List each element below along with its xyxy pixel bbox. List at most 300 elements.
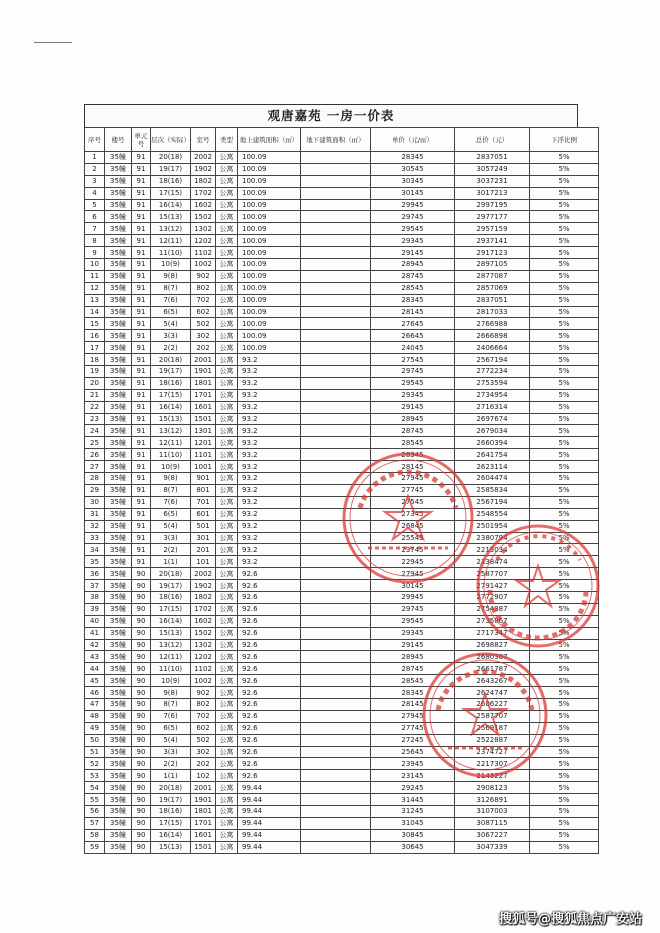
cell-total-price: 2897105 xyxy=(455,259,530,271)
cell-underground-area xyxy=(301,413,371,425)
cell-building: 35幢 xyxy=(105,568,132,580)
seal-stamp-icon xyxy=(472,520,604,652)
cell-unit: 91 xyxy=(132,259,151,271)
top-margin-line xyxy=(34,42,72,43)
cell-above-ground-area: 100.09 xyxy=(238,175,301,187)
cell-discount-ratio: 5% xyxy=(530,722,599,734)
table-row xyxy=(85,342,599,354)
cell-total-price: 2567194 xyxy=(455,496,530,508)
cell-discount-ratio: 5% xyxy=(530,591,599,603)
cell-building: 35幢 xyxy=(105,449,132,461)
cell-building: 35幢 xyxy=(105,270,132,282)
cell-unit: 91 xyxy=(132,354,151,366)
cell-underground-area xyxy=(301,389,371,401)
cell-floor: 16(14) xyxy=(151,401,191,413)
cell-unit: 91 xyxy=(132,437,151,449)
cell-above-ground-area: 100.09 xyxy=(238,223,301,235)
table-row xyxy=(85,294,599,306)
cell-type: 公寓 xyxy=(216,199,238,211)
cell-type: 公寓 xyxy=(216,318,238,330)
cell-total-price: 3057249 xyxy=(455,163,530,175)
cell-unit: 90 xyxy=(132,770,151,782)
cell-building: 35幢 xyxy=(105,294,132,306)
table-row xyxy=(85,829,599,841)
cell-above-ground-area: 93.2 xyxy=(238,556,301,568)
cell-index: 35 xyxy=(85,556,105,568)
cell-underground-area xyxy=(301,794,371,806)
cell-unit: 90 xyxy=(132,710,151,722)
cell-building: 35幢 xyxy=(105,627,132,639)
cell-building: 35幢 xyxy=(105,187,132,199)
cell-index: 6 xyxy=(85,211,105,223)
cell-building: 35幢 xyxy=(105,401,132,413)
cell-underground-area xyxy=(301,603,371,615)
cell-total-price: 2501954 xyxy=(455,520,530,532)
cell-type: 公寓 xyxy=(216,187,238,199)
cell-unit-price: 29745 xyxy=(371,603,455,615)
cell-discount-ratio: 5% xyxy=(530,401,599,413)
cell-discount-ratio: 5% xyxy=(530,734,599,746)
cell-total-price: 2817033 xyxy=(455,306,530,318)
cell-unit-price: 31245 xyxy=(371,805,455,817)
cell-room: 701 xyxy=(191,496,216,508)
header-building: 楼号 xyxy=(105,128,132,152)
cell-unit-price: 28945 xyxy=(371,651,455,663)
cell-discount-ratio: 5% xyxy=(530,675,599,687)
cell-above-ground-area: 92.6 xyxy=(238,698,301,710)
cell-total-price: 2791427 xyxy=(455,580,530,592)
cell-building: 35幢 xyxy=(105,841,132,853)
cell-room: 1002 xyxy=(191,675,216,687)
cell-room: 1102 xyxy=(191,247,216,259)
cell-discount-ratio: 5% xyxy=(530,259,599,271)
cell-type: 公寓 xyxy=(216,342,238,354)
cell-unit: 91 xyxy=(132,532,151,544)
cell-underground-area xyxy=(301,675,371,687)
cell-room: 1102 xyxy=(191,663,216,675)
table-row xyxy=(85,199,599,211)
cell-underground-area xyxy=(301,841,371,853)
cell-discount-ratio: 5% xyxy=(530,318,599,330)
cell-unit: 90 xyxy=(132,782,151,794)
cell-discount-ratio: 5% xyxy=(530,746,599,758)
cell-above-ground-area: 99.44 xyxy=(238,782,301,794)
cell-underground-area xyxy=(301,211,371,223)
table-row xyxy=(85,354,599,366)
cell-total-price: 2666898 xyxy=(455,330,530,342)
cell-unit-price: 28145 xyxy=(371,461,455,473)
cell-underground-area xyxy=(301,199,371,211)
cell-unit: 90 xyxy=(132,805,151,817)
cell-underground-area xyxy=(301,401,371,413)
cell-type: 公寓 xyxy=(216,413,238,425)
cell-unit-price: 27945 xyxy=(371,568,455,580)
cell-unit-price: 31045 xyxy=(371,817,455,829)
cell-type: 公寓 xyxy=(216,817,238,829)
cell-index: 38 xyxy=(85,591,105,603)
cell-index: 40 xyxy=(85,615,105,627)
cell-discount-ratio: 5% xyxy=(530,841,599,853)
cell-room: 1601 xyxy=(191,829,216,841)
cell-index: 11 xyxy=(85,270,105,282)
cell-type: 公寓 xyxy=(216,425,238,437)
table-header-row xyxy=(85,128,599,152)
cell-discount-ratio: 5% xyxy=(530,354,599,366)
cell-floor: 11(10) xyxy=(151,247,191,259)
seal-stamp-icon xyxy=(338,448,478,588)
cell-building: 35幢 xyxy=(105,377,132,389)
cell-room: 302 xyxy=(191,330,216,342)
cell-unit-price: 29945 xyxy=(371,591,455,603)
cell-floor: 1(1) xyxy=(151,556,191,568)
cell-unit: 90 xyxy=(132,722,151,734)
cell-total-price: 2143227 xyxy=(455,770,530,782)
cell-total-price: 2716314 xyxy=(455,401,530,413)
cell-unit-price: 25545 xyxy=(371,532,455,544)
cell-unit: 90 xyxy=(132,675,151,687)
cell-unit-price: 28545 xyxy=(371,282,455,294)
cell-room: 1202 xyxy=(191,235,216,247)
cell-total-price: 2917123 xyxy=(455,247,530,259)
cell-unit: 91 xyxy=(132,199,151,211)
cell-building: 35幢 xyxy=(105,437,132,449)
cell-type: 公寓 xyxy=(216,473,238,485)
cell-unit: 91 xyxy=(132,508,151,520)
cell-total-price: 2623114 xyxy=(455,461,530,473)
cell-index: 31 xyxy=(85,508,105,520)
cell-underground-area xyxy=(301,639,371,651)
cell-building: 35幢 xyxy=(105,342,132,354)
cell-total-price: 3126891 xyxy=(455,794,530,806)
cell-index: 33 xyxy=(85,532,105,544)
cell-floor: 11(10) xyxy=(151,663,191,675)
cell-building: 35幢 xyxy=(105,413,132,425)
cell-above-ground-area: 92.6 xyxy=(238,639,301,651)
cell-unit: 91 xyxy=(132,473,151,485)
cell-underground-area xyxy=(301,698,371,710)
table-row xyxy=(85,377,599,389)
cell-underground-area xyxy=(301,366,371,378)
cell-above-ground-area: 93.2 xyxy=(238,354,301,366)
cell-index: 27 xyxy=(85,461,105,473)
cell-total-price: 2567194 xyxy=(455,354,530,366)
cell-building: 35幢 xyxy=(105,330,132,342)
cell-above-ground-area: 92.6 xyxy=(238,615,301,627)
cell-total-price: 3047339 xyxy=(455,841,530,853)
cell-index: 29 xyxy=(85,484,105,496)
cell-floor: 15(13) xyxy=(151,211,191,223)
cell-building: 35幢 xyxy=(105,389,132,401)
cell-underground-area xyxy=(301,270,371,282)
cell-unit: 91 xyxy=(132,163,151,175)
cell-unit: 91 xyxy=(132,425,151,437)
cell-type: 公寓 xyxy=(216,163,238,175)
cell-above-ground-area: 93.2 xyxy=(238,484,301,496)
cell-unit-price: 29145 xyxy=(371,639,455,651)
cell-above-ground-area: 99.44 xyxy=(238,829,301,841)
cell-unit: 90 xyxy=(132,615,151,627)
cell-above-ground-area: 100.09 xyxy=(238,306,301,318)
cell-unit-price: 23945 xyxy=(371,758,455,770)
cell-total-price: 3017213 xyxy=(455,187,530,199)
cell-above-ground-area: 93.2 xyxy=(238,496,301,508)
cell-discount-ratio: 5% xyxy=(530,532,599,544)
cell-index: 41 xyxy=(85,627,105,639)
table-row xyxy=(85,270,599,282)
cell-index: 18 xyxy=(85,354,105,366)
cell-building: 35幢 xyxy=(105,591,132,603)
cell-discount-ratio: 5% xyxy=(530,199,599,211)
cell-unit: 90 xyxy=(132,841,151,853)
header-room: 室号 xyxy=(191,128,216,152)
cell-unit: 91 xyxy=(132,496,151,508)
cell-discount-ratio: 5% xyxy=(530,223,599,235)
cell-building: 35幢 xyxy=(105,687,132,699)
cell-building: 35幢 xyxy=(105,354,132,366)
cell-discount-ratio: 5% xyxy=(530,615,599,627)
cell-index: 32 xyxy=(85,520,105,532)
cell-room: 502 xyxy=(191,734,216,746)
cell-underground-area xyxy=(301,330,371,342)
cell-index: 43 xyxy=(85,651,105,663)
cell-type: 公寓 xyxy=(216,615,238,627)
cell-above-ground-area: 93.2 xyxy=(238,461,301,473)
cell-total-price: 2734954 xyxy=(455,389,530,401)
cell-above-ground-area: 100.09 xyxy=(238,270,301,282)
cell-unit-price: 29545 xyxy=(371,223,455,235)
cell-type: 公寓 xyxy=(216,449,238,461)
cell-building: 35幢 xyxy=(105,247,132,259)
cell-unit-price: 29545 xyxy=(371,615,455,627)
cell-unit: 91 xyxy=(132,461,151,473)
cell-underground-area xyxy=(301,722,371,734)
table-row xyxy=(85,841,599,853)
cell-room: 702 xyxy=(191,294,216,306)
cell-discount-ratio: 5% xyxy=(530,603,599,615)
cell-above-ground-area: 100.09 xyxy=(238,247,301,259)
cell-floor: 12(11) xyxy=(151,235,191,247)
cell-unit-price: 24045 xyxy=(371,342,455,354)
cell-room: 301 xyxy=(191,532,216,544)
page-title: 观唐嘉苑 一房一价表 xyxy=(84,104,578,127)
cell-unit: 91 xyxy=(132,223,151,235)
cell-room: 101 xyxy=(191,556,216,568)
cell-room: 702 xyxy=(191,710,216,722)
cell-unit-price: 28745 xyxy=(371,425,455,437)
cell-room: 1501 xyxy=(191,413,216,425)
cell-floor: 17(15) xyxy=(151,817,191,829)
cell-floor: 15(13) xyxy=(151,841,191,853)
cell-room: 201 xyxy=(191,544,216,556)
table-row xyxy=(85,163,599,175)
cell-above-ground-area: 92.6 xyxy=(238,687,301,699)
cell-unit-price: 29345 xyxy=(371,627,455,639)
cell-floor: 11(10) xyxy=(151,449,191,461)
cell-index: 21 xyxy=(85,389,105,401)
cell-total-price: 2937141 xyxy=(455,235,530,247)
cell-floor: 18(16) xyxy=(151,377,191,389)
cell-above-ground-area: 99.44 xyxy=(238,841,301,853)
cell-unit-price: 29545 xyxy=(371,377,455,389)
cell-discount-ratio: 5% xyxy=(530,175,599,187)
cell-building: 35幢 xyxy=(105,746,132,758)
header-type: 类型 xyxy=(216,128,238,152)
cell-unit-price: 28345 xyxy=(371,687,455,699)
cell-index: 39 xyxy=(85,603,105,615)
cell-index: 28 xyxy=(85,473,105,485)
cell-floor: 15(13) xyxy=(151,627,191,639)
cell-room: 1701 xyxy=(191,389,216,401)
cell-total-price: 2679034 xyxy=(455,425,530,437)
cell-floor: 6(5) xyxy=(151,508,191,520)
cell-room: 102 xyxy=(191,770,216,782)
cell-building: 35幢 xyxy=(105,556,132,568)
table-row xyxy=(85,401,599,413)
cell-total-price: 2735867 xyxy=(455,615,530,627)
cell-above-ground-area: 100.09 xyxy=(238,330,301,342)
cell-unit-price: 28945 xyxy=(371,259,455,271)
cell-type: 公寓 xyxy=(216,484,238,496)
cell-unit: 90 xyxy=(132,746,151,758)
cell-unit: 91 xyxy=(132,211,151,223)
cell-building: 35幢 xyxy=(105,794,132,806)
cell-underground-area xyxy=(301,805,371,817)
cell-room: 2001 xyxy=(191,354,216,366)
cell-index: 5 xyxy=(85,199,105,211)
cell-unit-price: 29345 xyxy=(371,389,455,401)
cell-building: 35幢 xyxy=(105,306,132,318)
cell-unit-price: 29745 xyxy=(371,211,455,223)
cell-room: 602 xyxy=(191,722,216,734)
cell-index: 34 xyxy=(85,544,105,556)
cell-above-ground-area: 93.2 xyxy=(238,544,301,556)
cell-unit: 91 xyxy=(132,520,151,532)
cell-discount-ratio: 5% xyxy=(530,568,599,580)
cell-underground-area xyxy=(301,663,371,675)
cell-building: 35幢 xyxy=(105,199,132,211)
cell-index: 51 xyxy=(85,746,105,758)
cell-total-price: 2374727 xyxy=(455,746,530,758)
cell-room: 1802 xyxy=(191,591,216,603)
cell-type: 公寓 xyxy=(216,508,238,520)
cell-room: 1902 xyxy=(191,580,216,592)
cell-underground-area xyxy=(301,829,371,841)
cell-room: 801 xyxy=(191,484,216,496)
cell-unit-price: 28345 xyxy=(371,449,455,461)
cell-underground-area xyxy=(301,354,371,366)
cell-discount-ratio: 5% xyxy=(530,461,599,473)
cell-type: 公寓 xyxy=(216,794,238,806)
cell-floor: 2(2) xyxy=(151,342,191,354)
cell-above-ground-area: 99.44 xyxy=(238,805,301,817)
cell-floor: 5(4) xyxy=(151,734,191,746)
cell-unit: 90 xyxy=(132,568,151,580)
cell-room: 1301 xyxy=(191,425,216,437)
cell-unit: 91 xyxy=(132,330,151,342)
cell-unit: 90 xyxy=(132,639,151,651)
cell-unit: 91 xyxy=(132,377,151,389)
cell-floor: 12(11) xyxy=(151,651,191,663)
cell-floor: 5(4) xyxy=(151,520,191,532)
cell-index: 24 xyxy=(85,425,105,437)
cell-index: 46 xyxy=(85,687,105,699)
cell-above-ground-area: 92.6 xyxy=(238,770,301,782)
cell-above-ground-area: 92.6 xyxy=(238,710,301,722)
cell-floor: 20(18) xyxy=(151,152,191,164)
cell-unit: 90 xyxy=(132,603,151,615)
cell-total-price: 2837051 xyxy=(455,152,530,164)
cell-total-price: 2548554 xyxy=(455,508,530,520)
header-unit: 单元号 xyxy=(132,128,151,152)
cell-room: 1702 xyxy=(191,187,216,199)
cell-floor: 2(2) xyxy=(151,758,191,770)
cell-underground-area xyxy=(301,425,371,437)
cell-room: 202 xyxy=(191,342,216,354)
cell-underground-area xyxy=(301,817,371,829)
cell-underground-area xyxy=(301,591,371,603)
cell-total-price: 2138474 xyxy=(455,556,530,568)
cell-unit-price: 29145 xyxy=(371,401,455,413)
cell-room: 502 xyxy=(191,318,216,330)
cell-type: 公寓 xyxy=(216,591,238,603)
cell-index: 26 xyxy=(85,449,105,461)
cell-building: 35幢 xyxy=(105,282,132,294)
cell-above-ground-area: 92.6 xyxy=(238,758,301,770)
cell-index: 53 xyxy=(85,770,105,782)
cell-unit-price: 30145 xyxy=(371,187,455,199)
cell-index: 13 xyxy=(85,294,105,306)
cell-discount-ratio: 5% xyxy=(530,437,599,449)
cell-discount-ratio: 5% xyxy=(530,389,599,401)
cell-discount-ratio: 5% xyxy=(530,484,599,496)
cell-underground-area xyxy=(301,318,371,330)
cell-type: 公寓 xyxy=(216,306,238,318)
cell-above-ground-area: 100.09 xyxy=(238,152,301,164)
cell-total-price: 2857069 xyxy=(455,282,530,294)
cell-unit: 90 xyxy=(132,817,151,829)
cell-type: 公寓 xyxy=(216,294,238,306)
cell-above-ground-area: 92.6 xyxy=(238,603,301,615)
cell-above-ground-area: 93.2 xyxy=(238,377,301,389)
cell-type: 公寓 xyxy=(216,746,238,758)
cell-total-price: 2908123 xyxy=(455,782,530,794)
cell-building: 35幢 xyxy=(105,235,132,247)
cell-room: 2002 xyxy=(191,568,216,580)
cell-index: 49 xyxy=(85,722,105,734)
cell-unit-price: 27345 xyxy=(371,508,455,520)
cell-unit: 90 xyxy=(132,698,151,710)
cell-index: 50 xyxy=(85,734,105,746)
cell-unit-price: 27745 xyxy=(371,722,455,734)
cell-above-ground-area: 93.2 xyxy=(238,401,301,413)
cell-type: 公寓 xyxy=(216,532,238,544)
cell-building: 35幢 xyxy=(105,211,132,223)
cell-building: 35幢 xyxy=(105,175,132,187)
cell-unit-price: 27945 xyxy=(371,710,455,722)
cell-total-price: 2660394 xyxy=(455,437,530,449)
cell-above-ground-area: 99.44 xyxy=(238,817,301,829)
cell-discount-ratio: 5% xyxy=(530,770,599,782)
cell-type: 公寓 xyxy=(216,270,238,282)
cell-above-ground-area: 100.09 xyxy=(238,187,301,199)
table-row xyxy=(85,330,599,342)
cell-index: 56 xyxy=(85,805,105,817)
cell-floor: 7(6) xyxy=(151,294,191,306)
cell-floor: 2(2) xyxy=(151,544,191,556)
cell-type: 公寓 xyxy=(216,580,238,592)
cell-room: 901 xyxy=(191,473,216,485)
cell-floor: 10(9) xyxy=(151,461,191,473)
